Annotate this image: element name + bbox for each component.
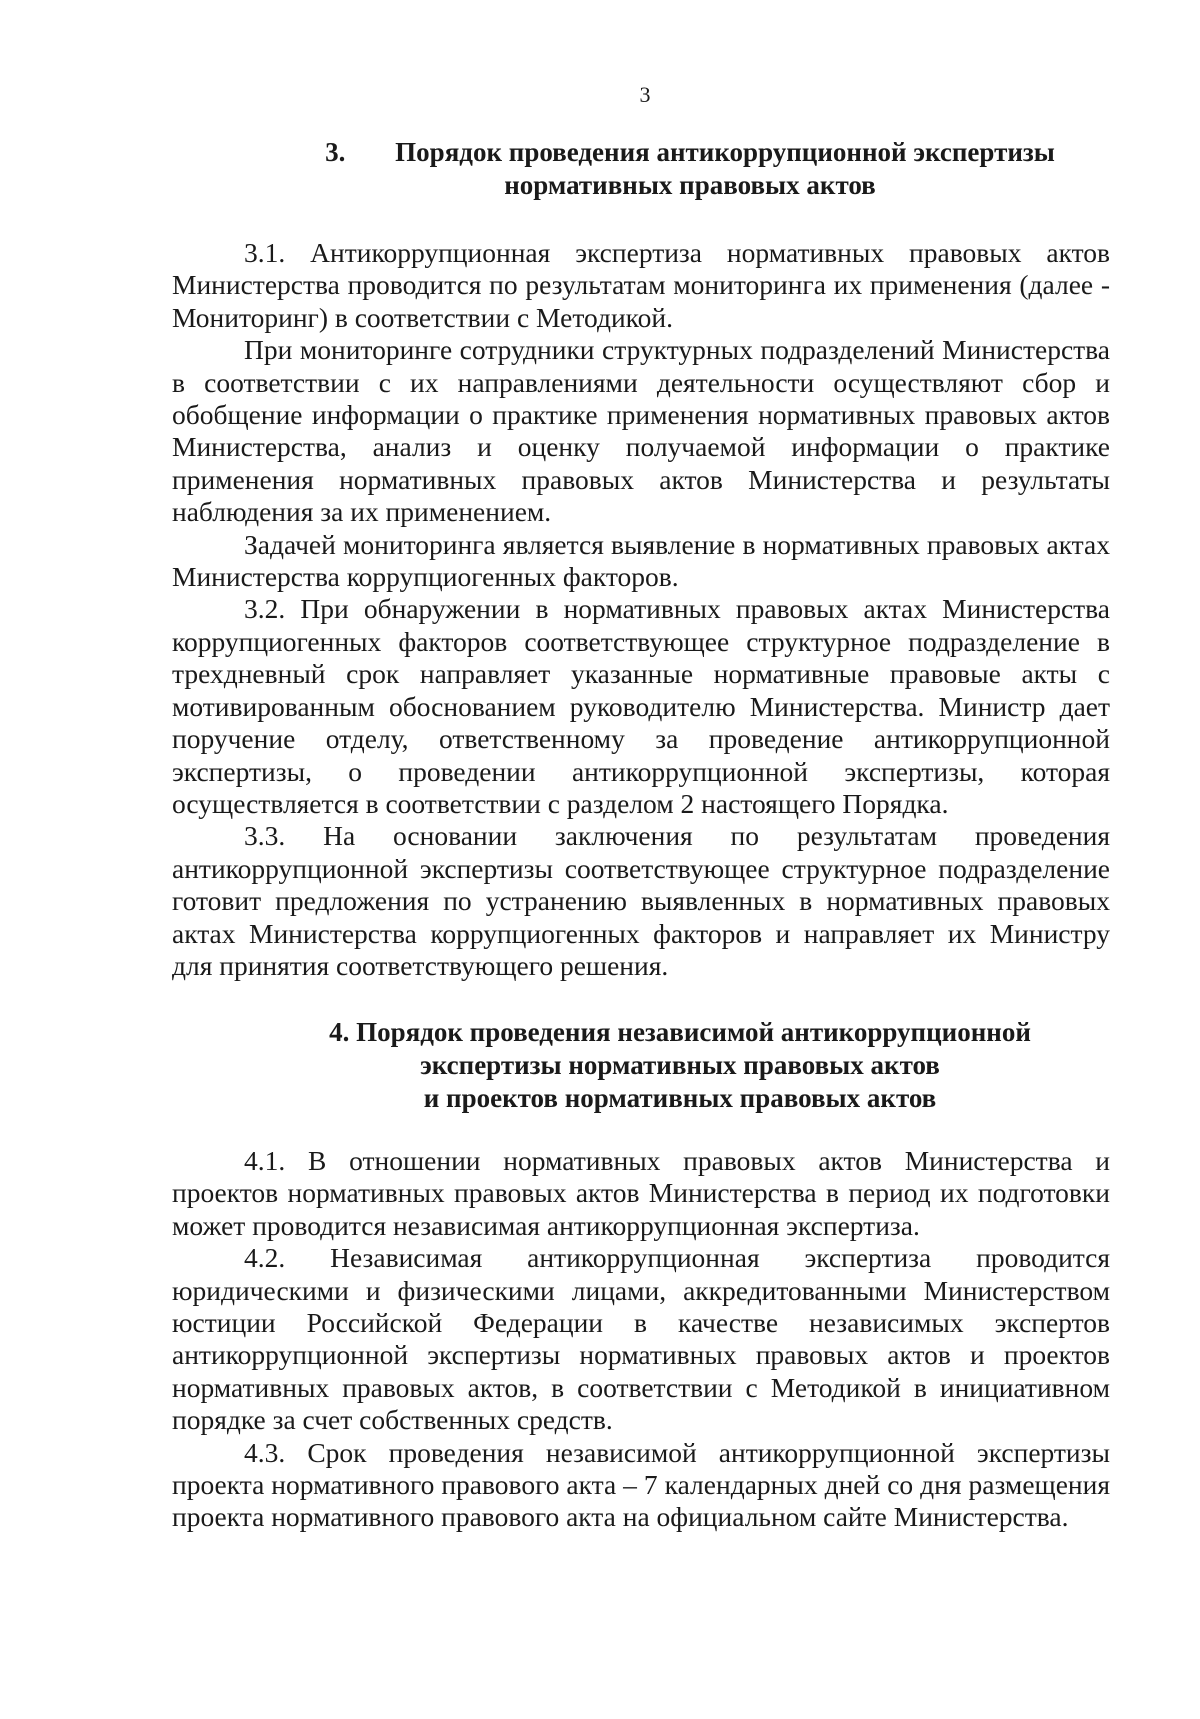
page-number: 3 <box>639 82 651 107</box>
section-4-title-line-2: экспертизы нормативных правовых актов <box>420 1050 940 1080</box>
paragraph-4-3: 4.3. Срок проведения независимой антикоррупционной экспертизы проекта нормативного правового акта – 7 календарных дней со дня размещения проекта нормативного правового акта на официальном сайте Министерства. <box>172 1436 1110 1533</box>
paragraph-3-3: 3.3. На основании заключения по результатам проведения антикоррупционной экспертизы соответствующее структурное подразделение готовит предложения по устранению выявленных в нормативных правовых актах Министерства коррупциогенных факторов и направляет их Министру для принятия соответствующего решения. <box>172 820 1110 981</box>
section-3-title-line-1: Порядок проведения антикоррупционной экспертизы <box>395 137 1055 167</box>
section-4-title-line-3: и проектов нормативных правовых актов <box>423 1083 937 1113</box>
paragraph-4-1: 4.1. В отношении нормативных правовых актов Министерства и проектов нормативных правовых актов Министерства в период их подготовки может проводится независимая антикоррупционная экспертиза. <box>172 1145 1110 1241</box>
section-4-heading <box>300 1016 1060 1115</box>
paragraph-3-1: 3.1. Антикоррупционная экспертиза нормативных правовых актов Министерства проводится по результатам мониторинга их применения (далее - Мониторинг) в соответствии с Методикой. <box>172 237 1110 333</box>
paragraph-4-2: 4.2. Независимая антикоррупционная экспертиза проводится юридическими и физическими лицами, аккредитованными Министерством юстиции Российской Федерации в качестве независимых экспертов антикоррупционной экспертизы нормативных правовых актов и проектов нормативных правовых актов, в соответствии с Методикой в инициативном порядке за счет собственных средств. <box>172 1242 1110 1436</box>
section-4-body <box>172 1145 1110 1534</box>
paragraph-monitoring: При мониторинге сотрудники структурных подразделений Министерства в соответствии с их направлениями деятельности осуществляют сбор и обобщение информации о практике применения нормативных правовых актов Министерства, анализ и оценку получаемой информации о практике применения нормативных правовых актов Министерства и результаты наблюдения за их применением. <box>172 334 1110 528</box>
section-3-heading <box>290 136 1090 202</box>
section-3-title-line-2: нормативных правовых актов <box>504 170 876 200</box>
section-3-heading-line-1 <box>290 136 1090 169</box>
section-3-number: 3. <box>325 137 346 167</box>
section-4-title-line-1: 4. Порядок проведения независимой антикоррупционной <box>329 1017 1031 1047</box>
section-3-body <box>172 237 1110 982</box>
paragraph-monitoring-task: Задачей мониторинга является выявление в нормативных правовых актах Министерства коррупциогенных факторов. <box>172 528 1110 593</box>
paragraph-3-2: 3.2. При обнаружении в нормативных правовых актах Министерства коррупциогенных факторов соответствующее структурное подразделение в трехдневный срок направляет указанные нормативные правовые акты с мотивированным обоснованием руководителю Министерства. Министр дает поручение отделу, ответственному за проведение антикоррупционной экспертизы, о проведении антикоррупционной экспертизы, которая осуществляется в соответствии с разделом 2 настоящего Порядка. <box>172 593 1110 819</box>
